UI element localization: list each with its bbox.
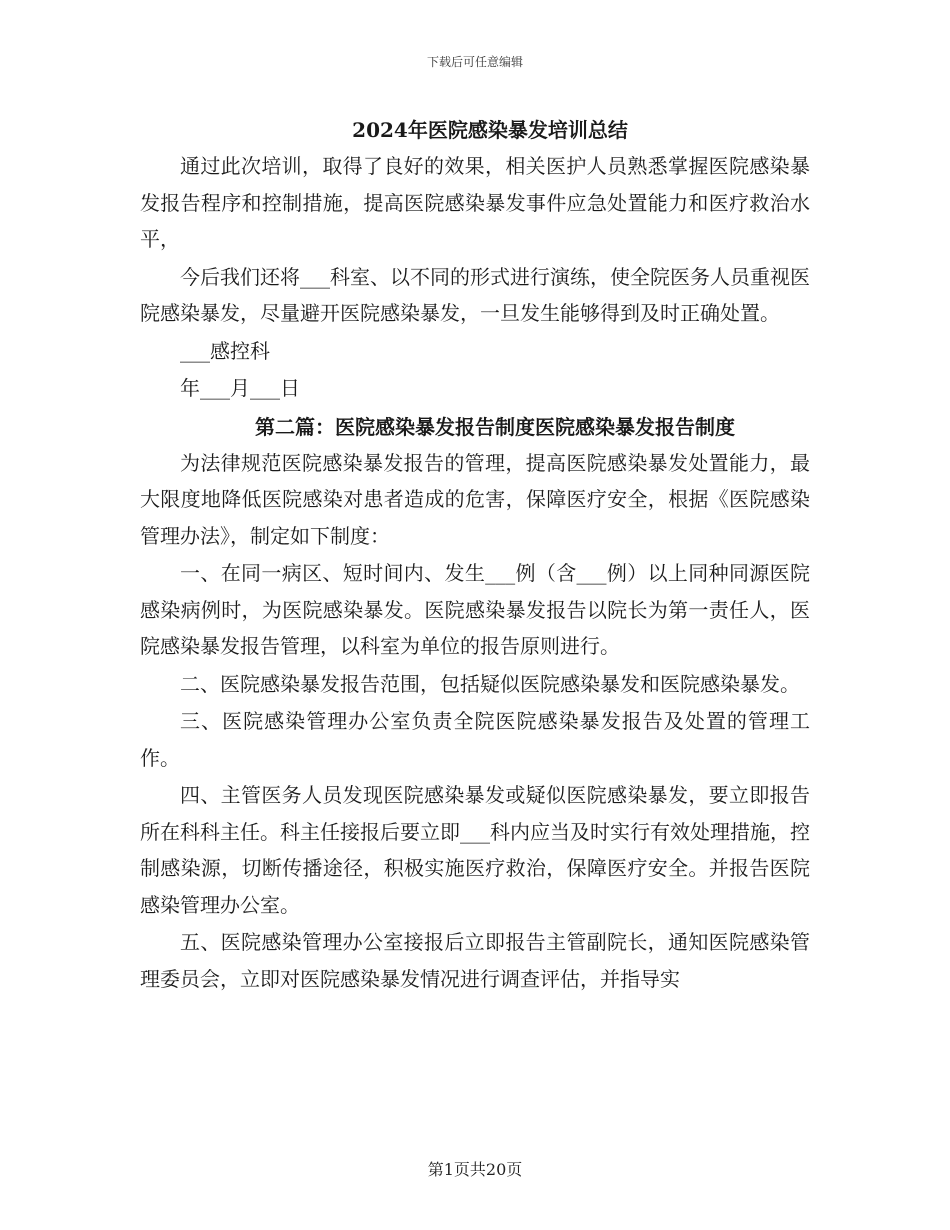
paragraph: 为法律规范医院感染暴发报告的管理，提高医院感染暴发处置能力，最大限度地降低医院感染对患者造成的危害，保障医疗安全，根据《医院感染管理办法》，制定如下制度： xyxy=(140,450,810,548)
header-note: 下载后可任意编辑 xyxy=(426,55,523,69)
paragraph: 今后我们还将___科室、以不同的形式进行演练，使全院医务人员重视医院感染暴发，尽量避开医院感染暴发，一旦发生能够得到及时正确处置。 xyxy=(140,264,810,325)
paragraph: 一、在同一病区、短时间内、发生___例（含___例）以上同种同源医院感染病例时，为医院感染暴发。医院感染暴发报告以院长为第一责任人，医院感染暴发报告管理，以科室为单位的报告原则进行。 xyxy=(140,561,810,658)
paragraph: 四、主管医务人员发现医院感染暴发或疑似医院感染暴发，要立即报告所在科科主任。科主任接报后要立即___科内应当及时实行有效处理措施，控制感染源，切断传播途径，积极实施医疗救治，保障医疗安全。并报告医院感染管理办公室。 xyxy=(140,783,810,917)
page-number: 第1页共20页 xyxy=(427,1160,523,1179)
paragraph: 五、医院感染管理办公室接报后立即报告主管副院长，通知医院感染管理委员会，立即对医院感染暴发情况进行调查评估，并指导实 xyxy=(140,930,810,991)
paragraph: 二、医院感染暴发报告范围，包括疑似医院感染暴发和医院感染暴发。 xyxy=(180,671,800,696)
paragraph: 三、医院感染管理办公室负责全院医院感染暴发报告及处置的管理工作。 xyxy=(140,709,810,770)
signature-department: ___感控科 xyxy=(180,338,270,363)
signature-date: 年___月___日 xyxy=(180,376,300,400)
document-title: 2024年医院感染暴发培训总结 xyxy=(352,118,628,142)
paragraph: 通过此次培训，取得了良好的效果，相关医护人员熟悉掌握医院感染暴发报告程序和控制措施，提高医院感染暴发事件应急处置能力和医疗救治水平， xyxy=(140,154,810,251)
document-body xyxy=(140,112,810,998)
section-heading: 第二篇：医院感染暴发报告制度医院感染暴发报告制度 xyxy=(255,414,735,439)
